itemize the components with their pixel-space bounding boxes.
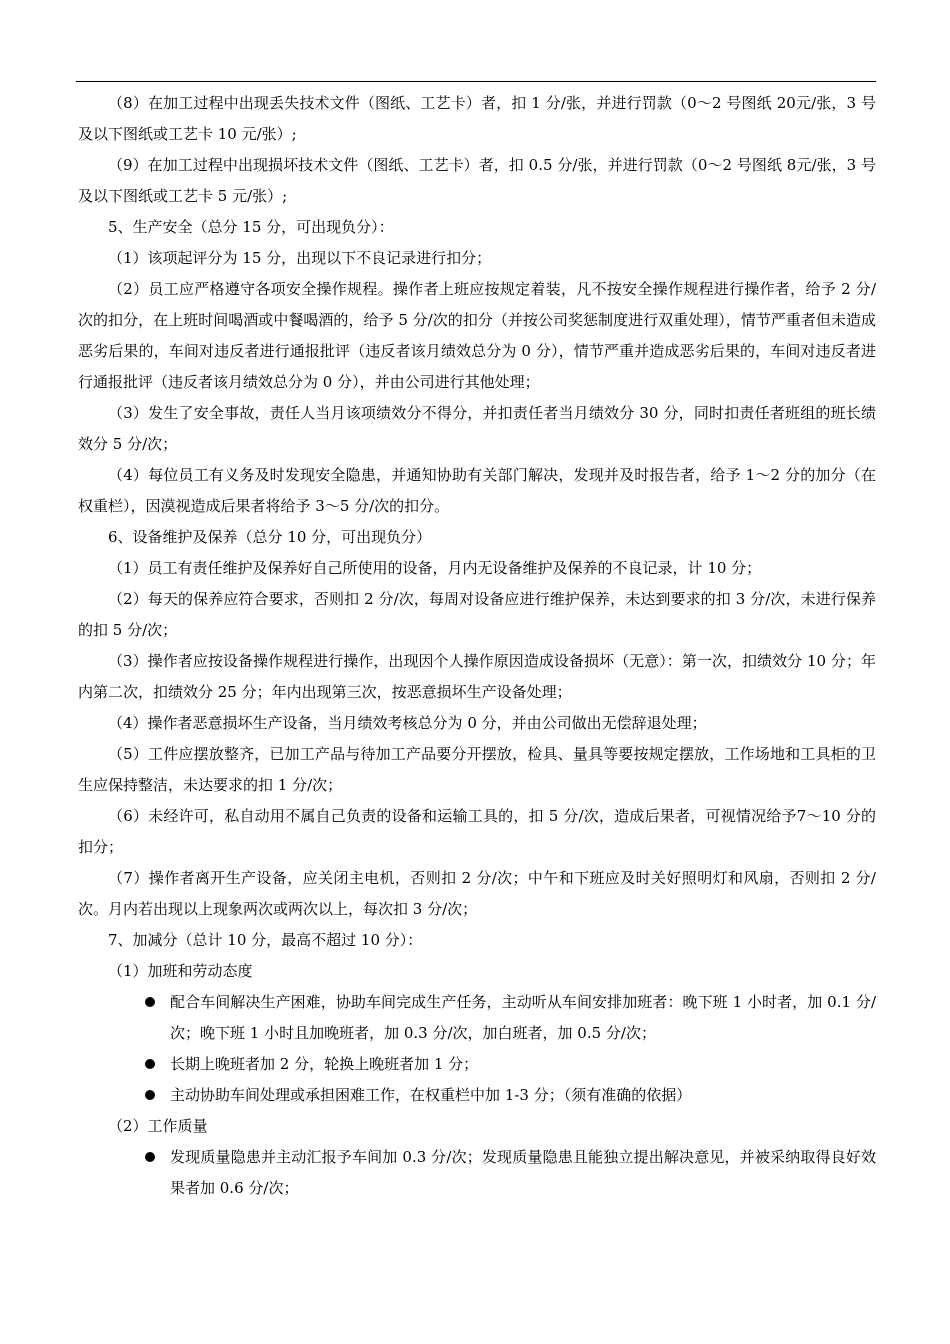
bullet-text: 主动协助车间处理或承担困难工作，在权重栏中加 1-3 分；（须有准确的依据） (170, 1086, 692, 1104)
paragraph: （4）每位员工有义务及时发现安全隐患，并通知协助有关部门解决，发现并及时报告者，给予 1～2 分的加分（在权重栏），因漠视造成后果者将给予 3～5 分/次的扣分。 (78, 466, 876, 515)
section-heading: 5、生产安全（总分 15 分，可出现负分）： (108, 218, 394, 236)
paragraph: （1）该项起评分为 15 分，出现以下不良记录进行扣分； (108, 249, 492, 267)
bullet-item (78, 987, 876, 1049)
bullet-item (78, 1142, 876, 1204)
bullet-icon (143, 987, 159, 1018)
paragraph: （7）操作者离开生产设备，应关闭主电机，否则扣 2 分/次；中午和下班应及时关好照明灯和风扇，否则扣 2 分/次。月内若出现以上现象两次或两次以上，每次扣 3 分/次； (78, 869, 876, 918)
bullet-text: 发现质量隐患并主动汇报予车间加 0.3 分/次；发现质量隐患且能独立提出解决意见，并被采纳取得良好效果者加 0.6 分/次； (170, 1148, 876, 1197)
paragraph: （2）员工应严格遵守各项安全操作规程。操作者上班应按规定着装，凡不按安全操作规程进行操作者，给予 2 分/次的扣分，在上班时间喝酒或中餐喝酒的，给予 5 分/次的扣分（并按公司奖惩制度进行双重处理），情节严重者但未造成恶劣后果的，车间对违反者进行通报批评（违反者该月绩效总分为 0 分），情节严重并造成恶劣后果的，车间对违反者进行通报批评（违反者该月绩效总分为 0 分），并由公司进行其他处理； (78, 280, 876, 391)
section-heading: 7、加减分（总计 10 分，最高不超过 10 分）： (108, 931, 423, 949)
paragraph: （2）每天的保养应符合要求，否则扣 2 分/次，每周对设备应进行维护保养，未达到要求的扣 3 分/次，未进行保养的扣 5 分/次； (78, 590, 876, 639)
header-rule (76, 81, 876, 82)
document-body (78, 88, 876, 1204)
paragraph: （4）操作者恶意损坏生产设备，当月绩效考核总分为 0 分，并由公司做出无偿辞退处理； (108, 714, 707, 732)
section-heading: 6、设备维护及保养（总分 10 分，可出现负分） (108, 528, 432, 546)
paragraph: （6）未经许可，私自动用不属自己负责的设备和运输工具的，扣 5 分/次，造成后果者，可视情况给予7～10 分的扣分； (78, 807, 876, 856)
paragraph: （8）在加工过程中出现丢失技术文件（图纸、工艺卡）者，扣 1 分/张，并进行罚款（0～2 号图纸 20元/张，3 号及以下图纸或工艺卡 10 元/张）; (78, 94, 876, 143)
paragraph: （5）工件应摆放整齐，已加工产品与待加工产品要分开摆放，检具、量具等要按规定摆放，工作场地和工具柜的卫生应保持整洁，未达要求的扣 1 分/次； (78, 745, 876, 794)
bullet-text: 长期上晚班者加 2 分，轮换上晚班者加 1 分； (170, 1055, 479, 1073)
subsection-heading: （2）工作质量 (108, 1117, 208, 1135)
bullet-icon (143, 1049, 159, 1080)
paragraph: （3）操作者应按设备操作规程进行操作，出现因个人操作原因造成设备损坏（无意）：第一次，扣绩效分 10 分；年内第二次，扣绩效分 25 分；年内出现第三次，按恶意损坏生产设备处理； (78, 652, 876, 701)
paragraph: （9）在加工过程中出现损坏技术文件（图纸、工艺卡）者，扣 0.5 分/张，并进行罚款（0～2 号图纸 8元/张，3 号及以下图纸或工艺卡 5 元/张）; (78, 156, 876, 205)
subsection-heading: （1）加班和劳动态度 (108, 962, 253, 980)
bullet-item (78, 1049, 876, 1080)
bullet-item (78, 1080, 876, 1111)
bullet-icon (143, 1080, 159, 1111)
bullet-text: 配合车间解决生产困难，协助车间完成生产任务，主动听从车间安排加班者：晚下班 1 小时者，加 0.1 分/次；晚下班 1 小时且加晚班者，加 0.3 分/次，加白班者，加 0.5 分/次； (170, 993, 876, 1042)
paragraph: （1）员工有责任维护及保养好自己所使用的设备，月内无设备维护及保养的不良记录，计 10 分； (108, 559, 762, 577)
paragraph: （3）发生了安全事故，责任人当月该项绩效分不得分，并扣责任者当月绩效分 30 分，同时扣责任者班组的班长绩效分 5 分/次； (78, 404, 876, 453)
bullet-icon (143, 1142, 159, 1173)
